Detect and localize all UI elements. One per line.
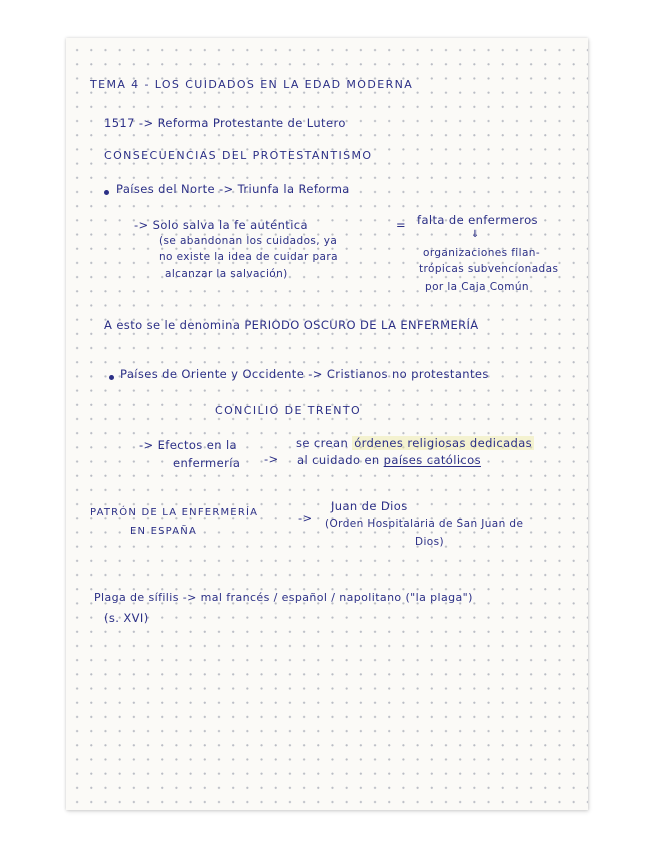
crean-prefix: se crean — [296, 436, 353, 450]
consecuencias-heading: CONSECUENCIAS DEL PROTESTANTISMO — [104, 149, 373, 162]
juan-line-2: (Orden Hospitalaria de San Juan de — [325, 518, 524, 530]
juan-line-3: Dios) — [415, 536, 444, 548]
concilio-heading: CONCILIO DE TRENTO — [215, 404, 362, 417]
crean-line — [296, 438, 534, 450]
bullet-icon — [109, 375, 114, 380]
cuidado-prefix: al cuidado en — [297, 453, 384, 467]
oriente-line: Países de Oriente y Occidente -> Cristianos no protestantes — [120, 367, 489, 381]
patron-line-2: EN ESPAÑA — [130, 526, 197, 537]
cuidado-line — [297, 455, 481, 467]
underlined-paises: países católicos — [383, 453, 481, 467]
siglo-line: (s. XVI) — [104, 611, 149, 625]
solo-line-3: no existe la idea de cuidar para — [159, 251, 338, 263]
plaga-line: Plaga de sífilis -> mal francés / español / napolitano ("la plaga") — [94, 591, 473, 604]
patron-line-1: PATRÓN DE LA ENFERMERÍA — [90, 507, 259, 518]
page-title: TEMA 4 - LOS CUIDADOS EN LA EDAD MODERNA — [90, 78, 414, 91]
falta-text: falta de enfermeros — [417, 213, 538, 227]
solo-line-4: alcanzar la salvación) — [165, 268, 288, 280]
bullet-icon — [104, 190, 109, 195]
arrow-icon: -> — [264, 452, 279, 466]
equals-sign: = — [396, 218, 407, 232]
juan-line-1: Juan de Dios — [331, 499, 408, 513]
periodo-oscuro-line: A esto se le denomina PERIODO OSCURO DE LA ENFERMERÍA — [104, 318, 479, 332]
reforma-line: 1517 -> Reforma Protestante de Lutero — [104, 116, 346, 130]
org-line-2: trópicas subvencionadas — [419, 263, 559, 275]
highlighted-ordenes: órdenes religiosas dedicadas — [354, 436, 533, 450]
org-line-1: organizaciones filan- — [423, 247, 541, 259]
solo-line-2: (se abandonan los cuidados, ya — [159, 235, 338, 247]
down-arrow-icon: ⇓ — [471, 229, 480, 240]
norte-line: Países del Norte -> Triunfa la Reforma — [116, 182, 350, 196]
arrow-icon: -> — [298, 511, 313, 525]
efectos-line-2: enfermería — [173, 456, 241, 470]
solo-line-1: -> Solo salva la fe auténtica — [134, 218, 308, 232]
org-line-3: por la Caja Común — [425, 281, 529, 293]
efectos-line-1: -> Efectos en la — [139, 438, 238, 452]
